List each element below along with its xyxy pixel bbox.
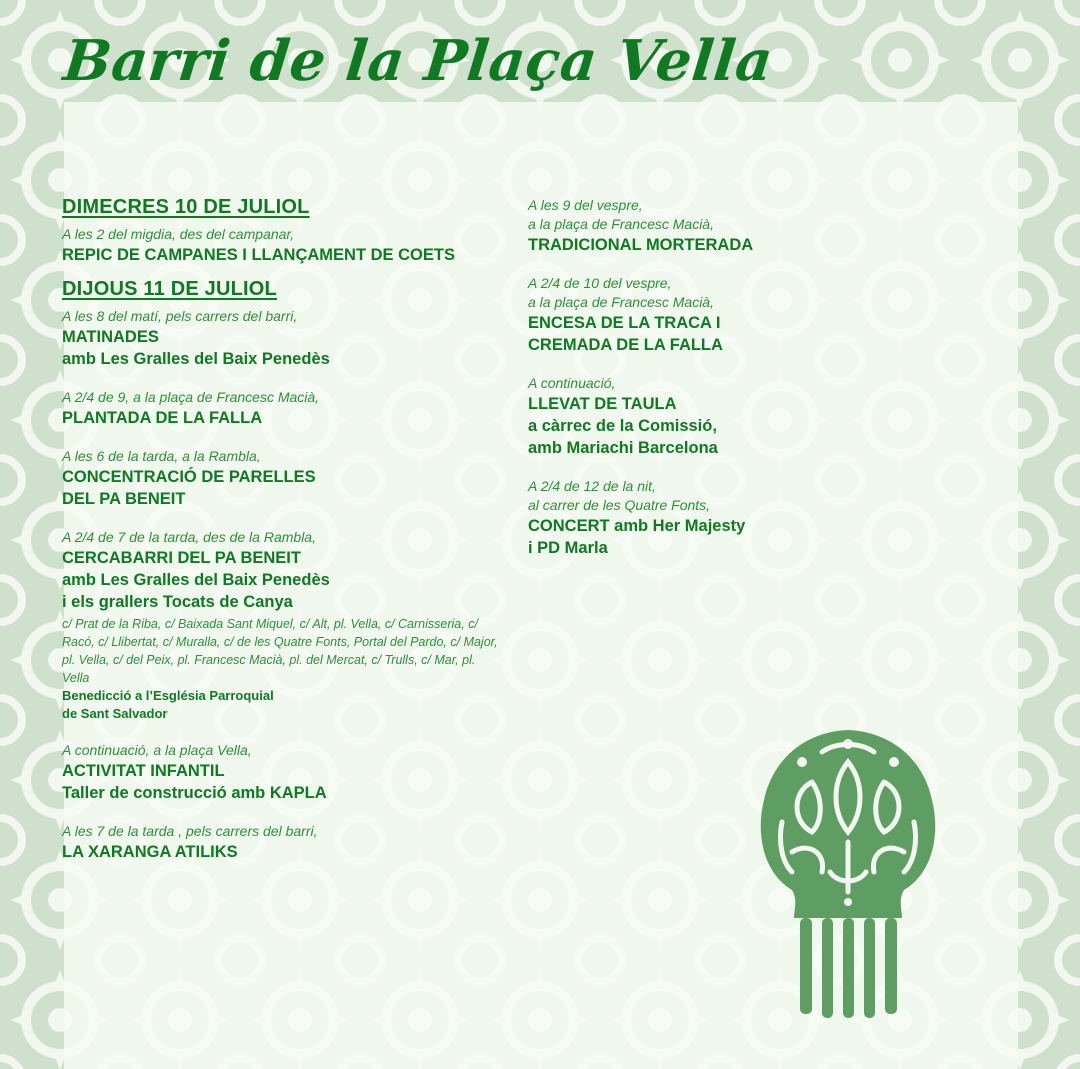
event-title: MATINADES: [62, 328, 159, 346]
event-subtitle: amb Les Gralles del Baix Penedès: [62, 350, 330, 368]
event-title: LLEVAT DE TAULA: [528, 395, 677, 413]
event-llevat: [528, 374, 828, 459]
event-title: CONCERT amb Her Majesty: [528, 517, 746, 535]
event-plantada: [62, 388, 502, 429]
event-subtitle: amb Les Gralles del Baix Penedès: [62, 571, 330, 589]
left-column: [62, 196, 502, 881]
day-wednesday: [62, 196, 502, 266]
event-bells: [62, 225, 502, 266]
event-time: A les 7 de la tarda , pels carrers del barri,: [62, 823, 318, 839]
event-title-line2: i PD Marla: [528, 539, 608, 557]
event-title: PLANTADA DE LA FALLA: [62, 409, 263, 427]
event-subtitle-2: i els grallers Tocats de Canya: [62, 593, 293, 611]
event-time: A 2/4 de 12 de la nit,: [528, 478, 656, 494]
event-place: al carrer de les Quatre Fonts,: [528, 497, 711, 513]
day-heading: DIMECRES 10 DE JULIOL: [62, 196, 310, 218]
event-time: A continuació, a la plaça Vella,: [62, 742, 252, 758]
event-place: a la plaça de Francesc Macià,: [528, 294, 714, 310]
event-time: A les 9 del vespre,: [528, 197, 643, 213]
event-blessing-line2: de Sant Salvador: [62, 706, 168, 721]
page-title: Barri de la Plaça Vella: [60, 28, 777, 94]
day-thursday: [62, 278, 502, 863]
right-column: [528, 196, 828, 577]
event-title-line2: DEL PA BENEIT: [62, 490, 186, 508]
event-title: LA XARANGA ATILIKS: [62, 843, 238, 861]
event-subtitle: a càrrec de la Comissió,: [528, 417, 717, 435]
event-title: ENCESA DE LA TRACA I: [528, 314, 721, 332]
event-time: A continuació,: [528, 375, 616, 391]
event-subtitle: Taller de construcció amb KAPLA: [62, 784, 327, 802]
day-heading: DIJOUS 11 DE JULIOL: [62, 278, 277, 300]
event-morterada: [528, 196, 828, 256]
event-time: A les 8 del matí, pels carrers del barri,: [62, 308, 298, 324]
peineta-comb-icon: [752, 722, 944, 1018]
event-title-line2: CREMADA DE LA FALLA: [528, 336, 723, 354]
event-title: REPIC DE CAMPANES I LLANÇAMENT DE COETS: [62, 246, 455, 264]
event-time: A les 2 del migdia, des del campanar,: [62, 226, 295, 242]
event-concert: [528, 477, 828, 559]
event-time: A 2/4 de 9, a la plaça de Francesc Macià,: [62, 389, 320, 405]
event-title: TRADICIONAL MORTERADA: [528, 236, 754, 254]
event-time: A 2/4 de 10 del vespre,: [528, 275, 672, 291]
event-place: a la plaça de Francesc Macià,: [528, 216, 714, 232]
event-subtitle-2: amb Mariachi Barcelona: [528, 439, 718, 457]
event-time: A les 6 de la tarda, a la Rambla,: [62, 448, 261, 464]
event-concentracio: [62, 447, 502, 510]
event-time: A 2/4 de 7 de la tarda, des de la Rambla,: [62, 529, 316, 545]
event-title: CERCABARRI DEL PA BENEIT: [62, 549, 301, 567]
event-matinades: [62, 307, 502, 370]
event-blessing: Benedicció a l’Església Parroquial: [62, 688, 274, 703]
event-activitat-infantil: [62, 741, 502, 804]
event-cercabarri: [62, 528, 502, 723]
event-route: c/ Prat de la Riba, c/ Baixada Sant Miquel, c/ Alt, pl. Vella, c/ Carnisseria, c/ Racó, c/ Llibertat, c/ Muralla, c/ de les Quatre Fonts, Portal del Pardo, c/ Major, pl. Vella, c/ del Peix, pl. Francesc Macià, pl. del Mercat, c/ Trulls, c/ Mar, pl. Vella: [62, 617, 498, 685]
event-title: ACTIVITAT INFANTIL: [62, 762, 225, 780]
event-traca: [528, 274, 828, 356]
event-title: CONCENTRACIÓ DE PARELLES: [62, 468, 316, 486]
event-xaranga: [62, 822, 502, 863]
